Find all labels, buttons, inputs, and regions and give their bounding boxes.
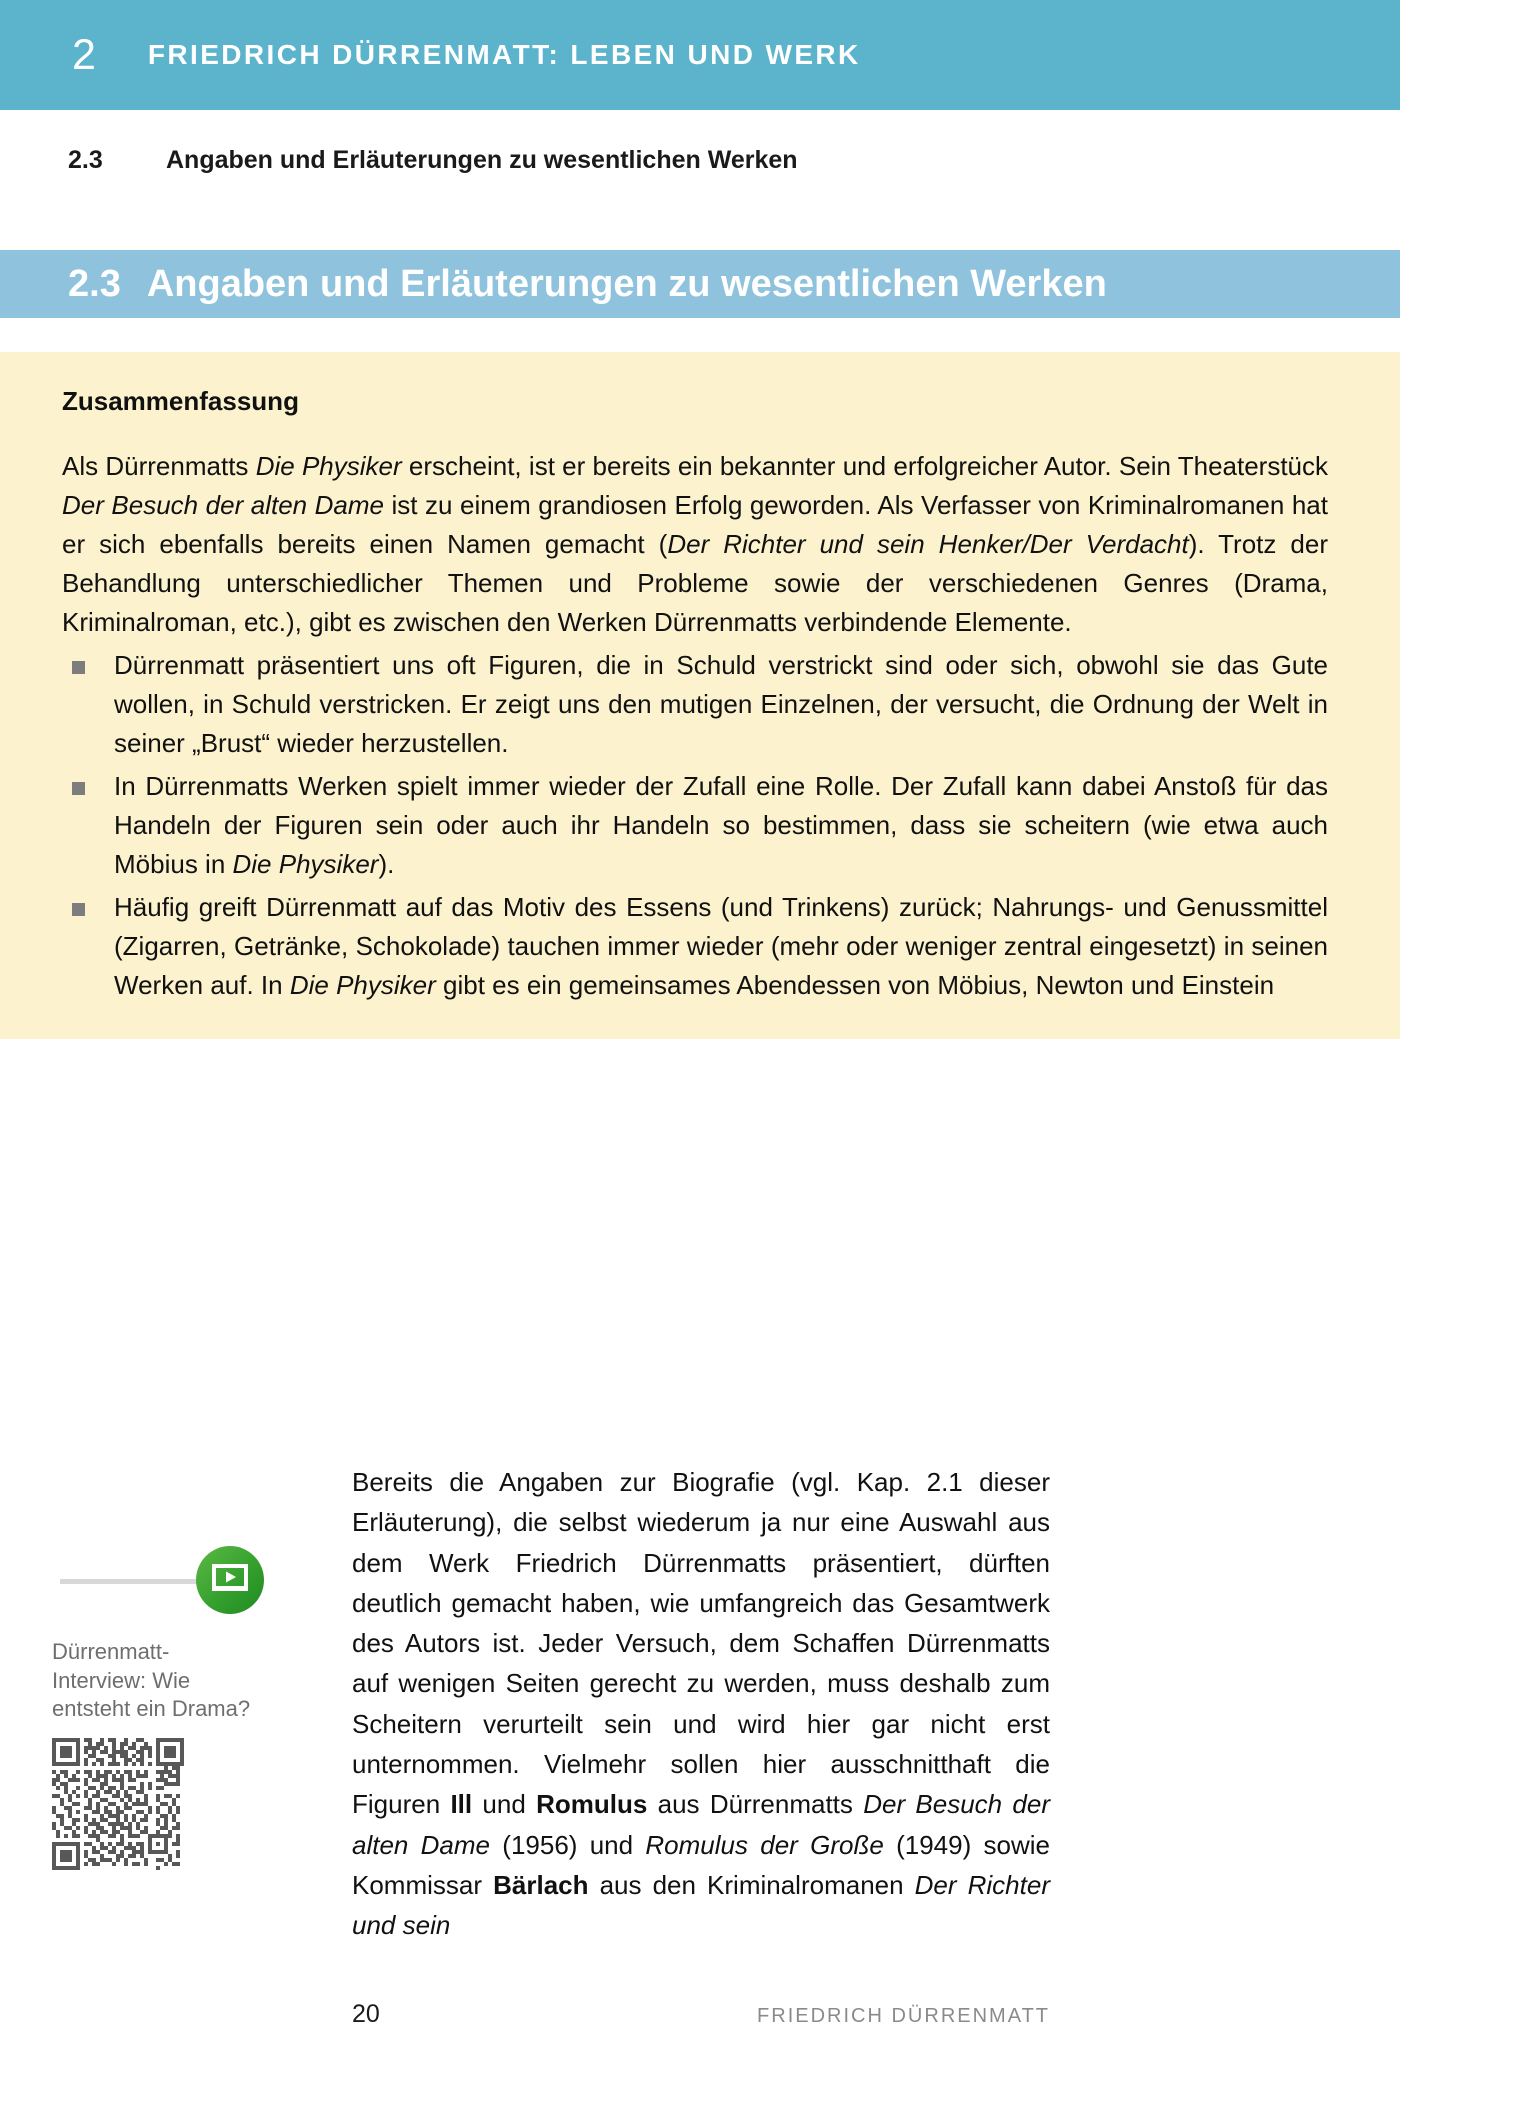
page-number: 20 <box>352 2000 380 2028</box>
summary-bullet-list <box>62 646 1328 1005</box>
bullet-square-icon <box>72 903 85 916</box>
media-icon-row <box>52 1540 252 1620</box>
body-column <box>352 1462 1050 1946</box>
list-item-text: In Dürrenmatts Werken spielt immer wieder der Zufall eine Rolle. Der Zufall kann dabei Anstoß für das Handeln der Figuren sein oder auch ihr Handeln so bestimmen, dass sie scheitern (wie etwa auch Möbius in Die Physiker). <box>114 771 1328 879</box>
breadcrumb <box>0 146 1400 175</box>
bullet-square-icon <box>72 782 85 795</box>
video-play-icon[interactable] <box>196 1546 264 1614</box>
chapter-header-bar <box>0 0 1400 110</box>
list-item-text: Häufig greift Dürrenmatt auf das Motiv des Essens (und Trinkens) zurück; Nahrungs- und Genussmittel (Zigarren, Getränke, Schokolade) tauchen immer wieder (mehr oder weniger zentral eingesetzt) in seinen Werken auf. In Die Physiker gibt es ein gemeinsames Abendessen von Möbius, Newton und Einstein <box>114 892 1328 1000</box>
summary-heading: Zusammenfassung <box>62 386 299 416</box>
body-paragraph: Bereits die Angaben zur Biografie (vgl. Kap. 2.1 dieser Erläuterung), die selbst wiederum ja nur eine Auswahl aus dem Werk Friedrich Dürrenmatts präsentiert, dürften deutlich gemacht haben, wie umfangreich das Gesamtwerk des Autors ist. Jeder Versuch, dem Schaffen Dürrenmatts auf wenigen Seiten gerecht zu werden, muss deshalb zum Scheitern verurteilt sein und wird hier gar nicht erst unternommen. Vielmehr sollen hier ausschnitthaft die Figuren Ill und Romulus aus Dürrenmatts Der Besuch der alten Dame (1956) und Romulus der Große (1949) sowie Kommissar Bärlach aus den Kriminalromanen Der Richter und sein <box>352 1467 1050 1941</box>
media-rule-divider <box>60 1579 208 1584</box>
qr-code[interactable] <box>52 1738 184 1870</box>
bullet-square-icon <box>72 661 85 674</box>
list-item <box>62 646 1328 763</box>
summary-box <box>0 352 1400 1039</box>
list-item <box>62 767 1328 884</box>
media-caption: Dürrenmatt-Interview: Wie entsteht ein Drama? <box>52 1639 251 1722</box>
breadcrumb-text: Angaben und Erläuterungen zu wesentlichen Werken <box>166 146 798 174</box>
chapter-title: FRIEDRICH DÜRRENMATT: LEBEN UND WERK <box>147 39 861 70</box>
page-footer <box>352 2000 1050 2029</box>
media-margin-column <box>52 1540 252 1870</box>
chapter-number: 2 <box>72 30 96 79</box>
breadcrumb-number: 2.3 <box>68 146 103 174</box>
section-number: 2.3 <box>68 263 121 305</box>
section-heading-band <box>0 250 1400 318</box>
list-item-text: Dürrenmatt präsentiert uns oft Figuren, die in Schuld verstrickt sind oder sich, obwohl sie das Gute wollen, in Schuld verstricken. Er zeigt uns den mutigen Einzelnen, der versucht, die Ordnung der Welt in seiner „Brust“ wieder herzustellen. <box>114 650 1328 758</box>
footer-label: FRIEDRICH DÜRRENMATT <box>757 2005 1050 2027</box>
list-item <box>62 888 1328 1005</box>
section-title: Angaben und Erläuterungen zu wesentlichen Werken <box>146 263 1107 305</box>
summary-paragraph: Als Dürrenmatts Die Physiker erscheint, ist er bereits ein bekannter und erfolgreicher Autor. Sein Theaterstück Der Besuch der alten Dame ist zu einem grandiosen Erfolg geworden. Als Verfasser von Kriminalromanen hat er sich ebenfalls bereits einen Namen gemacht (Der Richter und sein Henker/Der Verdacht). Trotz der Behandlung unterschiedlicher Themen und Probleme sowie der verschiedenen Genres (Drama, Kriminalroman, etc.), gibt es zwischen den Werken Dürrenmatts verbindende Elemente. <box>62 451 1329 637</box>
